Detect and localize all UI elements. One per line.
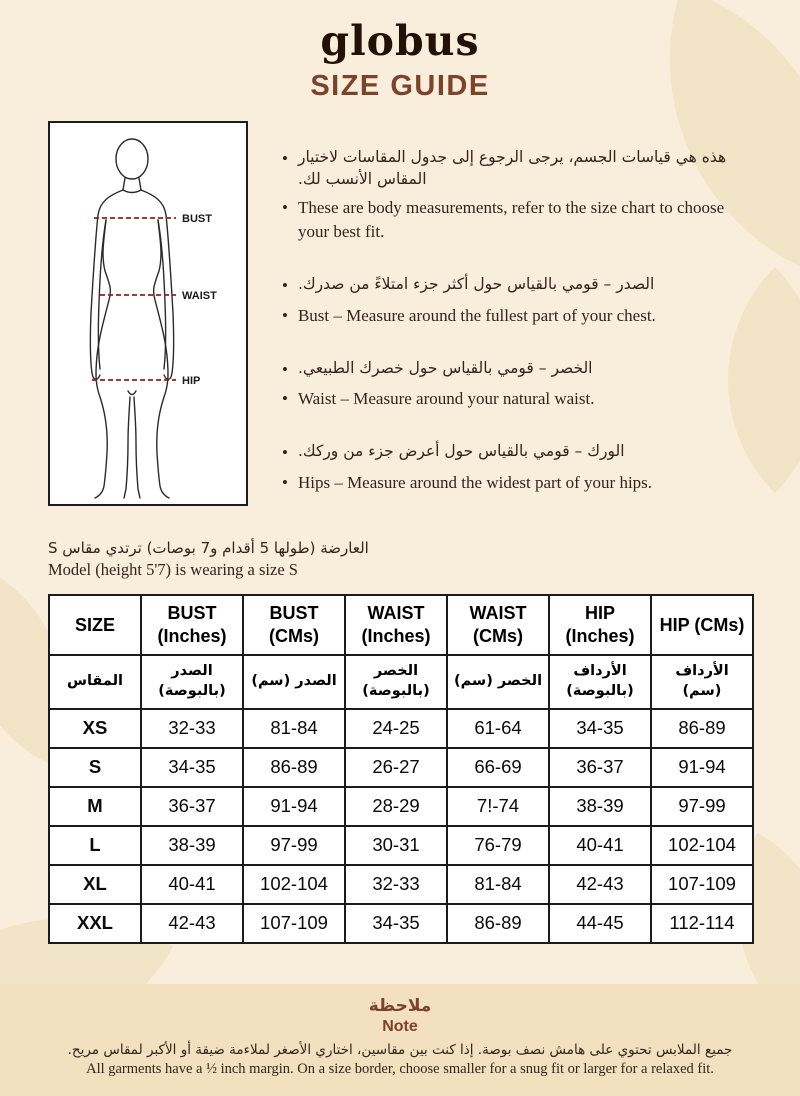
measurement-cell: 91-94 [243,787,345,826]
column-header-en: WAIST (CMs) [447,595,549,655]
measurement-cell: 40-41 [141,865,243,904]
size-chart-table [48,594,754,944]
instruction-group [282,441,752,495]
bullet-icon: • [282,149,288,169]
instruction-group [282,274,752,328]
measurement-cell: 81-84 [243,709,345,748]
instruction-item-en [282,471,752,495]
instruction-item-en [282,196,752,244]
column-header-ar: الصدر (سم) [243,655,345,709]
measurement-cell: 26-27 [345,748,447,787]
column-header-ar: الأرداف (سم) [651,655,753,709]
measurement-cell: 61-64 [447,709,549,748]
table-row [49,826,753,865]
instruction-text-ar: الورك – قومي بالقياس حول أعرض جزء من وركك. [297,442,625,461]
instruction-text-en: Hips – Measure around the widest part of your hips. [297,473,653,492]
model-note-en: Model (height 5'7) is wearing a size S [48,559,298,579]
measurement-cell: 91-94 [651,748,753,787]
measurement-cell: 112-114 [651,904,753,943]
measurement-cell: 7!-74 [447,787,549,826]
brand-logo: globus [320,17,480,65]
table-row [49,748,753,787]
column-header-en: HIP (CMs) [651,595,753,655]
bullet-icon: • [282,389,288,409]
instruction-text-en: Waist – Measure around your natural waist. [297,389,595,409]
measurement-cell: 38-39 [141,826,243,865]
measurement-cell: 102-104 [651,826,753,865]
measurement-cell: 40-41 [549,826,651,865]
body-measurement-figure [48,121,248,506]
model-note-ar: العارضة (طولها 5 أقدام و7 بوصات) ترتدي مقاس S [48,538,369,557]
measurement-cell: 102-104 [243,865,345,904]
size-cell: XXL [49,904,141,943]
measurement-cell: 86-89 [447,904,549,943]
measurement-cell: 36-37 [141,787,243,826]
measurement-cell: 107-109 [651,865,753,904]
waist-label: WAIST [182,290,217,303]
measurement-cell: 34-35 [141,748,243,787]
measurement-cell: 76-79 [447,826,549,865]
instruction-item-en [282,387,752,411]
instruction-text-en: Bust – Measure around the fullest part of your chest. [297,305,656,325]
measurement-cell: 24-25 [345,709,447,748]
measurement-cell: 66-69 [447,748,549,787]
instruction-item-ar [282,358,752,382]
measurement-cell: 32-33 [345,865,447,904]
column-header-ar: الأرداف (بالبوصة) [549,655,651,709]
size-cell: S [49,748,141,787]
measurement-cell: 81-84 [447,865,549,904]
instruction-group [282,358,752,412]
measurement-cell: 28-29 [345,787,447,826]
measurement-cell: 44-45 [549,904,651,943]
measurement-cell: 42-43 [549,865,651,904]
size-cell: XL [49,865,141,904]
instruction-item-ar [282,147,752,190]
measurement-cell: 34-35 [345,904,447,943]
model-note [0,525,800,580]
measurement-cell: 30-31 [345,826,447,865]
note-body-ar: جميع الملابس تحتوي على هامش نصف بوصة. إذا كنت بين مقاسين، اختاري الأصغر لملاءمة ضيقة أو الأكبر لمقاس مريح. [67,1042,733,1058]
measurement-guide-section [0,103,800,525]
instruction-text-en: These are body measurements, refer to the size chart to choose your best fit. [297,198,725,242]
column-header-en: SIZE [49,595,141,655]
table-row [49,787,753,826]
column-header-en: WAIST (Inches) [345,595,447,655]
column-header-ar: الخصر (بالبوصة) [345,655,447,709]
instruction-text-ar: هذه هي قياسات الجسم، يرجى الرجوع إلى جدول المقاسات لاختيار المقاس الأنسب لك. [297,148,727,188]
hip-label: HIP [182,375,201,388]
bullet-icon: • [282,276,288,296]
bullet-icon: • [282,198,288,218]
bullet-icon: • [282,305,288,325]
instruction-text-ar: الصدر – قومي بالقياس حول أكثر جزء امتلاءً من صدرك. [297,275,655,294]
bust-label: BUST [182,213,212,226]
table-row [49,709,753,748]
measurement-cell: 97-99 [243,826,345,865]
instruction-text-ar: الخصر – قومي بالقياس حول خصرك الطبيعي. [297,358,593,377]
column-header-ar: الصدر (بالبوصة) [141,655,243,709]
note-section [0,984,800,1096]
instruction-item-ar [282,441,752,465]
note-title-en: Note [382,1018,418,1035]
table-row [49,904,753,943]
measurement-cell: 86-89 [243,748,345,787]
size-cell: L [49,826,141,865]
note-body-en: All garments have a ½ inch margin. On a size border, choose smaller for a snug fit or larger for a relaxed fit. [86,1061,714,1077]
measurement-cell: 36-37 [549,748,651,787]
measurement-cell: 34-35 [549,709,651,748]
column-header-ar: المقاس [49,655,141,709]
measurement-cell: 86-89 [651,709,753,748]
table-header-row-ar [49,655,753,709]
table-row [49,865,753,904]
column-header-en: BUST (CMs) [243,595,345,655]
column-header-en: BUST (Inches) [141,595,243,655]
bullet-icon: • [282,473,288,492]
size-cell: XS [49,709,141,748]
table-header-row-en [49,595,753,655]
measurement-cell: 107-109 [243,904,345,943]
measurement-cell: 42-43 [141,904,243,943]
measurement-cell: 32-33 [141,709,243,748]
bullet-icon: • [282,443,288,463]
column-header-en: HIP (Inches) [549,595,651,655]
page-header [0,0,800,103]
measurement-instructions [282,121,752,525]
instruction-group [282,147,752,244]
size-cell: M [49,787,141,826]
measurement-cell: 38-39 [549,787,651,826]
column-header-ar: الخصر (سم) [447,655,549,709]
note-title-ar: ملاحظة [368,996,432,1016]
instruction-item-en [282,304,752,328]
bullet-icon: • [282,359,288,379]
instruction-item-ar [282,274,752,298]
measurement-cell: 97-99 [651,787,753,826]
page-title: SIZE GUIDE [310,70,490,103]
body-figure-illustration [50,123,246,504]
